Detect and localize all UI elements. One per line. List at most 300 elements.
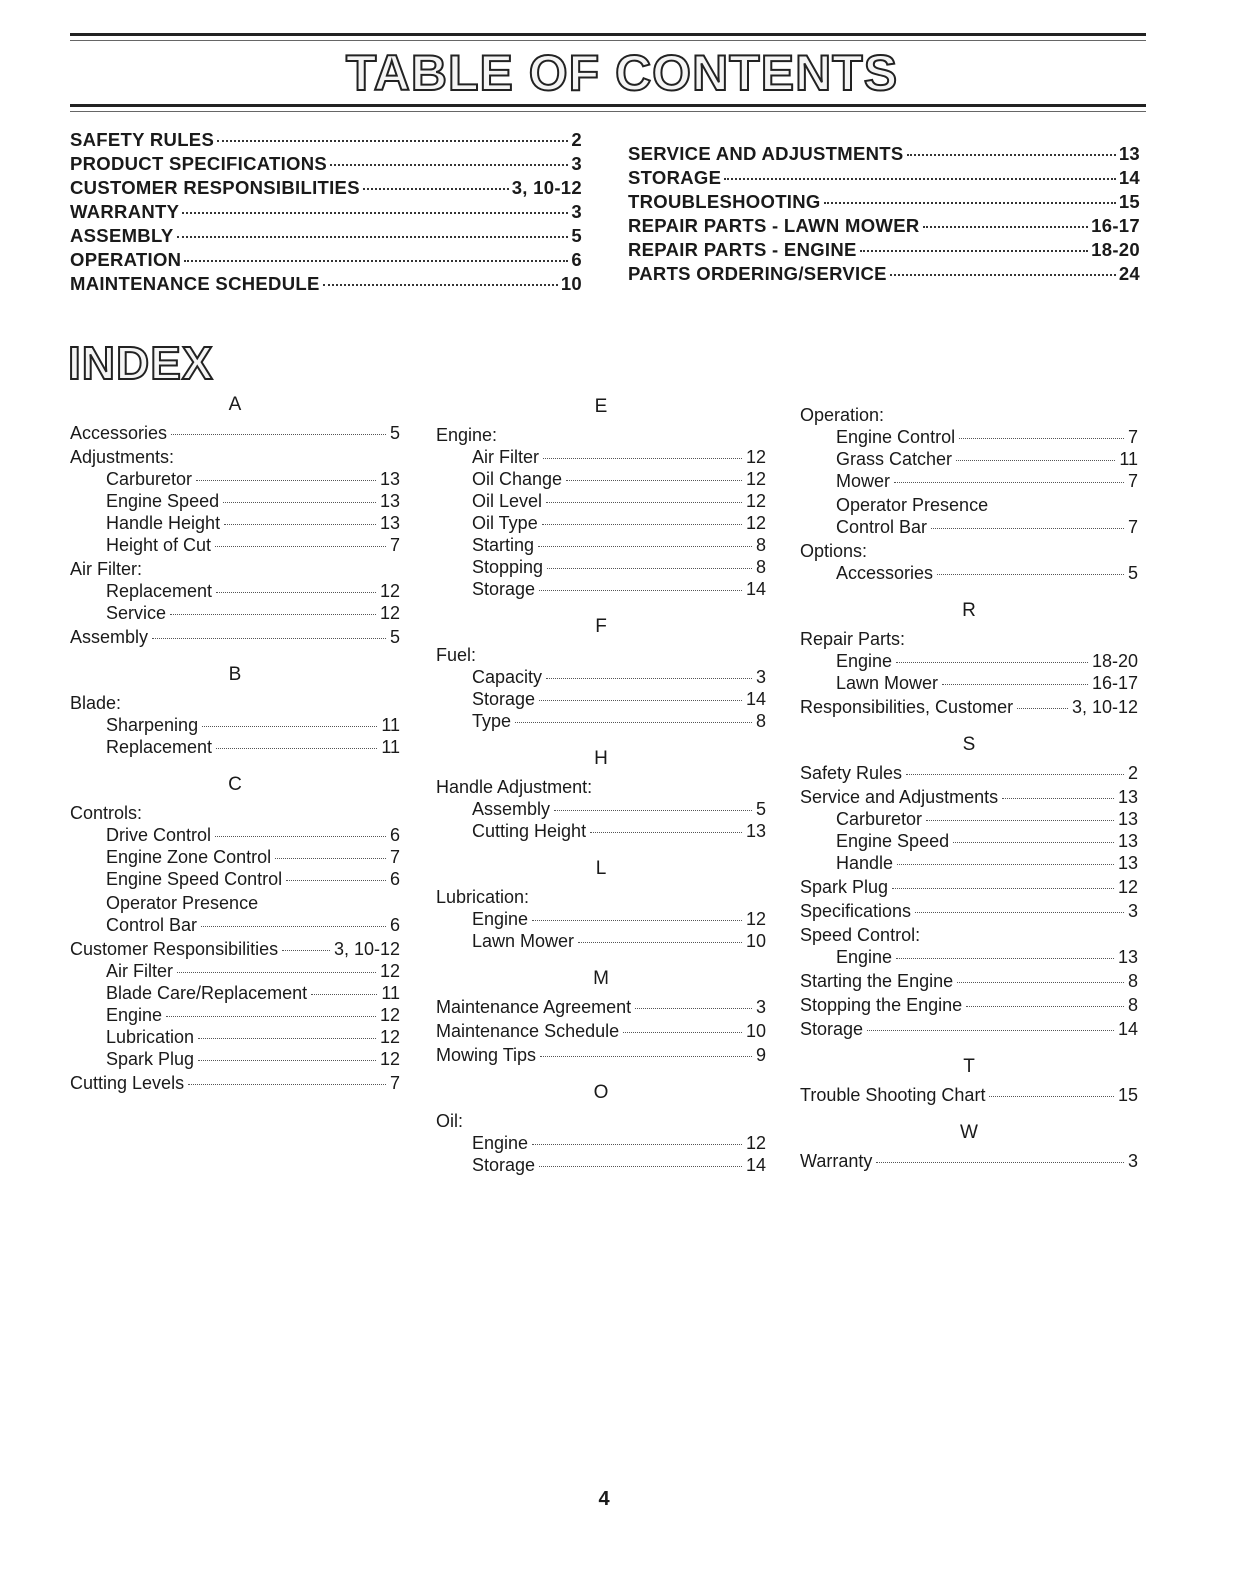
index-entry-label: Handle Height xyxy=(106,513,221,533)
index-entry-label: Engine Speed Control xyxy=(106,869,283,889)
index-entry-page: 7 xyxy=(1127,517,1138,537)
index-subentry xyxy=(436,798,766,820)
index-subentry xyxy=(436,446,766,468)
index-subentry xyxy=(70,534,400,556)
index-entry-label: Blade Care/Replacement xyxy=(106,983,308,1003)
dot-leader xyxy=(216,748,377,749)
index-letter: O xyxy=(593,1082,609,1103)
index-entry-page: 3 xyxy=(755,667,766,687)
index-entry-label: Customer Responsibilities xyxy=(70,939,279,959)
index-subentry xyxy=(436,710,766,732)
index-entry-page: 14 xyxy=(745,579,766,599)
index-subentry xyxy=(70,736,400,758)
dot-leader xyxy=(171,434,386,435)
index-subentry: Operator Presence xyxy=(106,893,259,913)
index-entry-page: 12 xyxy=(745,447,766,467)
index-entry-label: Oil Type xyxy=(472,513,538,533)
index-entry-label: Stopping xyxy=(472,557,544,577)
index-entry xyxy=(800,876,1138,898)
index-entry-page: 3 xyxy=(1127,901,1138,921)
index-entry-label: Storage xyxy=(472,579,536,599)
dot-leader xyxy=(215,836,386,837)
index-entry-label: Control Bar xyxy=(106,915,198,935)
index-entry-page: 13 xyxy=(379,491,400,511)
dot-leader xyxy=(966,1006,1124,1007)
index-entry xyxy=(800,994,1138,1016)
header-rule-top-thin xyxy=(70,40,1146,41)
index-letter: M xyxy=(593,968,609,989)
index-entry-label: Storage xyxy=(472,689,536,709)
index-entry-label: Stopping the Engine xyxy=(800,995,963,1015)
index-entry-label: Carburetor xyxy=(836,809,923,829)
index-subentry xyxy=(436,820,766,842)
dot-leader xyxy=(1002,798,1114,799)
index-heading: Lubrication: xyxy=(436,887,530,907)
index-entry-page: 12 xyxy=(379,1049,400,1069)
index-heading: Handle Adjustment: xyxy=(436,777,593,797)
toc-entry-page: 15 xyxy=(1118,191,1140,212)
index-subentry xyxy=(436,556,766,578)
toc-entry-page: 3 xyxy=(571,201,582,222)
index-entry-label: Spark Plug xyxy=(800,877,889,897)
index-heading: Engine: xyxy=(436,425,498,445)
index-entry-label: Engine Speed xyxy=(106,491,220,511)
index-entry xyxy=(70,422,400,444)
index-subentry xyxy=(800,426,1138,448)
dot-leader xyxy=(897,864,1114,865)
index-heading: Controls: xyxy=(70,803,143,823)
header-rule-bottom-thin xyxy=(70,111,1146,112)
index-entry-label: Maintenance Agreement xyxy=(436,997,632,1017)
dot-leader xyxy=(896,662,1088,663)
index-subentry xyxy=(70,1004,400,1026)
dot-leader xyxy=(892,888,1114,889)
index-subentry xyxy=(800,650,1138,672)
index-entry-label: Lawn Mower xyxy=(836,673,939,693)
index-letter: T xyxy=(963,1056,975,1077)
dot-leader xyxy=(635,1008,752,1009)
dot-leader xyxy=(554,810,752,811)
index-subentry xyxy=(800,946,1138,968)
index-subentry xyxy=(70,846,400,868)
index-entry-label: Engine xyxy=(472,909,529,929)
index-entry-label: Trouble Shooting Chart xyxy=(800,1085,986,1105)
toc-entry xyxy=(628,262,1140,286)
index-entry-page: 8 xyxy=(755,711,766,731)
index-entry xyxy=(800,970,1138,992)
index-subentry xyxy=(436,908,766,930)
index-subentry xyxy=(70,960,400,982)
index-letter: S xyxy=(962,734,976,755)
dot-leader xyxy=(578,942,742,943)
index-entry xyxy=(800,696,1138,718)
index-entry-page: 7 xyxy=(389,847,400,867)
index-entry-label: Oil Level xyxy=(472,491,543,511)
dot-leader xyxy=(907,154,1116,156)
index-subentry xyxy=(436,534,766,556)
dot-leader xyxy=(724,178,1116,180)
dot-leader xyxy=(956,460,1115,461)
dot-leader xyxy=(566,480,742,481)
index-entry-label: Handle xyxy=(836,853,894,873)
index-entry-label: Type xyxy=(472,711,512,731)
toc-left-column xyxy=(70,128,582,296)
index-entry-label: Service and Adjustments xyxy=(800,787,999,807)
dot-leader xyxy=(931,528,1124,529)
toc-entry-label: REPAIR PARTS - LAWN MOWER xyxy=(628,215,920,236)
index-heading: Speed Control: xyxy=(800,925,921,945)
dot-leader xyxy=(540,1056,752,1057)
index-letter: H xyxy=(594,748,608,769)
index-entry-page: 8 xyxy=(755,557,766,577)
toc-entry-page: 16-17 xyxy=(1091,215,1140,236)
index-entry-label: Engine Control xyxy=(836,427,956,447)
toc-entry-page: 3, 10-12 xyxy=(511,177,582,198)
index-entry-label: Mower xyxy=(836,471,891,491)
toc-entry-page: 13 xyxy=(1118,143,1140,164)
toc-entry xyxy=(70,176,582,200)
index-entry-label: Specifications xyxy=(800,901,912,921)
index-entry-label: Control Bar xyxy=(836,517,928,537)
index-entry-page: 8 xyxy=(1127,995,1138,1015)
dot-leader xyxy=(890,274,1116,276)
index-letter: F xyxy=(595,616,607,637)
dot-leader xyxy=(860,250,1089,252)
index-entry-page: 12 xyxy=(379,1027,400,1047)
index-entry-page: 14 xyxy=(1117,1019,1138,1039)
index-entry-page: 15 xyxy=(1117,1085,1138,1105)
index-entry-page: 13 xyxy=(379,469,400,489)
dot-leader xyxy=(170,614,376,615)
index-entry xyxy=(800,900,1138,922)
index-subentry xyxy=(436,666,766,688)
header-rule-bottom xyxy=(70,104,1146,107)
dot-leader xyxy=(539,590,742,591)
index-entry-label: Engine Speed xyxy=(836,831,950,851)
index-heading: Repair Parts: xyxy=(800,629,906,649)
index-subentry xyxy=(70,914,400,936)
toc-entry-label: PRODUCT SPECIFICATIONS xyxy=(70,153,328,174)
index-entry-label: Spark Plug xyxy=(106,1049,195,1069)
toc-entry xyxy=(628,166,1140,190)
toc-entry-label: PARTS ORDERING/SERVICE xyxy=(628,263,887,284)
index-subentry xyxy=(436,490,766,512)
dot-leader xyxy=(539,700,742,701)
index-entry-page: 8 xyxy=(1127,971,1138,991)
index-entry-page: 12 xyxy=(745,469,766,489)
toc-entry-label: ASSEMBLY xyxy=(70,225,174,246)
toc-entry-page: 14 xyxy=(1118,167,1140,188)
index-entry-page: 6 xyxy=(389,825,400,845)
toc-entry-page: 18-20 xyxy=(1091,239,1140,260)
index-entry-label: Safety Rules xyxy=(800,763,903,783)
dot-leader xyxy=(906,774,1124,775)
dot-leader xyxy=(542,524,742,525)
index-entry-page: 7 xyxy=(1127,471,1138,491)
index-entry-page: 12 xyxy=(379,603,400,623)
dot-leader xyxy=(177,972,376,973)
toc-entry-page: 2 xyxy=(571,129,582,150)
toc-entry-label: STORAGE xyxy=(628,167,722,188)
toc-entry xyxy=(70,152,582,176)
index-entry-page: 5 xyxy=(389,627,400,647)
dot-leader xyxy=(215,546,386,547)
index-entry-label: Engine xyxy=(106,1005,163,1025)
index-entry-page: 14 xyxy=(745,1155,766,1175)
index-entry-label: Engine xyxy=(836,651,893,671)
index-subentry xyxy=(70,714,400,736)
index-entry xyxy=(436,1044,766,1066)
index-subentry xyxy=(800,516,1138,538)
toc-entry xyxy=(628,214,1140,238)
toc-entry xyxy=(70,248,582,272)
dot-leader xyxy=(532,920,742,921)
toc-entry-label: WARRANTY xyxy=(70,201,180,222)
index-entry-page: 11 xyxy=(1119,449,1138,469)
dot-leader xyxy=(538,546,752,547)
index-heading: Fuel: xyxy=(436,645,477,665)
dot-leader xyxy=(543,458,742,459)
dot-leader xyxy=(867,1030,1114,1031)
toc-entry-label: TROUBLESHOOTING xyxy=(628,191,821,212)
index-entry-label: Starting xyxy=(472,535,535,555)
index-entry-page: 11 xyxy=(381,715,400,735)
dot-leader xyxy=(152,638,386,639)
toc-entry-label: SERVICE AND ADJUSTMENTS xyxy=(628,143,904,164)
index-entry-label: Sharpening xyxy=(106,715,199,735)
dot-leader xyxy=(223,502,376,503)
dot-leader xyxy=(1017,708,1068,709)
index-entry-label: Lawn Mower xyxy=(472,931,575,951)
index-subentry xyxy=(70,468,400,490)
toc-entry xyxy=(70,272,582,296)
dot-leader xyxy=(953,842,1114,843)
index-entry-page: 14 xyxy=(745,689,766,709)
index-entry-label: Accessories xyxy=(836,563,934,583)
index-entry-page: 11 xyxy=(381,983,400,1003)
index-subentry xyxy=(70,490,400,512)
index-entry-page: 7 xyxy=(389,1073,400,1093)
dot-leader xyxy=(876,1162,1124,1163)
dot-leader xyxy=(547,568,752,569)
index-entry-label: Maintenance Schedule xyxy=(436,1021,620,1041)
dot-leader xyxy=(286,880,386,881)
index-entry-page: 13 xyxy=(1117,947,1138,967)
toc-entry-label: MAINTENANCE SCHEDULE xyxy=(70,273,320,294)
index-subentry xyxy=(70,982,400,1004)
index-entry-page: 5 xyxy=(1127,563,1138,583)
index-entry-label: Capacity xyxy=(472,667,543,687)
index-entry-page: 12 xyxy=(745,1133,766,1153)
index-subentry xyxy=(436,512,766,534)
dot-leader xyxy=(923,226,1089,228)
index-subentry xyxy=(800,562,1138,584)
dot-leader xyxy=(196,480,376,481)
index-entry-page: 13 xyxy=(745,821,766,841)
dot-leader xyxy=(217,140,568,142)
index-entry-page: 3, 10-12 xyxy=(333,939,400,959)
index-entry-label: Lubrication xyxy=(106,1027,195,1047)
index-entry xyxy=(70,938,400,960)
dot-leader xyxy=(202,726,377,727)
index-entry xyxy=(800,1150,1138,1172)
index-entry-label: Height of Cut xyxy=(106,535,212,555)
index-entry-label: Cutting Height xyxy=(472,821,587,841)
toc-entry xyxy=(70,200,582,224)
index-letter: R xyxy=(962,600,976,621)
dot-leader xyxy=(546,678,752,679)
index-heading: Options: xyxy=(800,541,868,561)
index-entry-page: 18-20 xyxy=(1091,651,1138,671)
toc-entry-label: CUSTOMER RESPONSIBILITIES xyxy=(70,177,360,198)
index-subentry xyxy=(70,868,400,890)
index-subentry xyxy=(436,930,766,952)
index-entry-label: Responsibilities, Customer xyxy=(800,697,1014,717)
dot-leader xyxy=(177,236,569,238)
index-entry-label: Assembly xyxy=(70,627,149,647)
index-subentry xyxy=(800,448,1138,470)
index-entry-label: Mowing Tips xyxy=(436,1045,537,1065)
index-subentry xyxy=(70,512,400,534)
index-entry-label: Replacement xyxy=(106,581,213,601)
index-entry-page: 7 xyxy=(1127,427,1138,447)
index-heading: Oil: xyxy=(436,1111,463,1131)
index-heading: Operation: xyxy=(800,405,885,425)
index-subentry xyxy=(800,852,1138,874)
dot-leader xyxy=(330,164,568,166)
index-entry-page: 12 xyxy=(745,909,766,929)
toc-right-column xyxy=(628,142,1140,286)
toc-entry-label: REPAIR PARTS - ENGINE xyxy=(628,239,857,260)
index-entry-page: 13 xyxy=(1117,853,1138,873)
dot-leader xyxy=(896,958,1114,959)
index-entry-label: Cutting Levels xyxy=(70,1073,185,1093)
dot-leader xyxy=(959,438,1124,439)
index-subentry xyxy=(436,468,766,490)
index-heading: Blade: xyxy=(70,693,122,713)
toc-entry xyxy=(628,238,1140,262)
index-entry-page: 13 xyxy=(379,513,400,533)
index-entry-label: Replacement xyxy=(106,737,213,757)
dot-leader xyxy=(198,1060,376,1061)
dot-leader xyxy=(182,212,568,214)
index-entry-label: Service xyxy=(106,603,167,623)
index-subentry xyxy=(70,1048,400,1070)
index-subentry xyxy=(436,578,766,600)
index-entry-page: 5 xyxy=(755,799,766,819)
dot-leader xyxy=(824,202,1116,204)
index-entry-label: Oil Change xyxy=(472,469,563,489)
index-letter: A xyxy=(228,394,242,415)
index-entry-page: 3 xyxy=(1127,1151,1138,1171)
index-entry-page: 6 xyxy=(389,869,400,889)
index-entry-page: 10 xyxy=(745,1021,766,1041)
index-subentry xyxy=(70,824,400,846)
dot-leader xyxy=(363,188,509,190)
dot-leader xyxy=(224,524,376,525)
index-entry-label: Drive Control xyxy=(106,825,212,845)
dot-leader xyxy=(184,260,568,262)
dot-leader xyxy=(216,592,376,593)
index-subentry xyxy=(70,580,400,602)
index-column-3 xyxy=(800,402,1138,1172)
index-entry xyxy=(800,762,1138,784)
index-entry-label: Engine xyxy=(472,1133,529,1153)
index-entry-label: Storage xyxy=(800,1019,864,1039)
dot-leader xyxy=(311,994,377,995)
index-entry xyxy=(70,626,400,648)
dot-leader xyxy=(515,722,752,723)
index-subentry xyxy=(70,602,400,624)
index-entry-label: Storage xyxy=(472,1155,536,1175)
index-entry-page: 12 xyxy=(379,1005,400,1025)
index-entry-page: 11 xyxy=(381,737,400,757)
index-entry-page: 8 xyxy=(755,535,766,555)
index-subentry xyxy=(436,688,766,710)
index-entry-label: Carburetor xyxy=(106,469,193,489)
index-entry-label: Air Filter xyxy=(472,447,539,467)
index-entry-label: Engine xyxy=(836,947,893,967)
index-entry-page: 3, 10-12 xyxy=(1071,697,1138,717)
index-entry xyxy=(436,1020,766,1042)
index-heading: Adjustments: xyxy=(70,447,175,467)
toc-entry-page: 10 xyxy=(560,273,582,294)
index-entry-page: 7 xyxy=(389,535,400,555)
index-column-1 xyxy=(70,390,400,1094)
header-rule-top xyxy=(70,33,1146,36)
dot-leader xyxy=(915,912,1124,913)
index-entry-label: Warranty xyxy=(800,1151,873,1171)
dot-leader xyxy=(546,502,742,503)
index-entry xyxy=(800,1018,1138,1040)
index-subentry: Operator Presence xyxy=(836,495,989,515)
dot-leader xyxy=(323,284,558,286)
index-title: INDEX xyxy=(68,337,214,389)
index-entry xyxy=(800,786,1138,808)
index-subentry xyxy=(800,672,1138,694)
index-entry-page: 2 xyxy=(1127,763,1138,783)
dot-leader xyxy=(926,820,1114,821)
toc-entry xyxy=(628,190,1140,214)
toc-entry-page: 6 xyxy=(571,249,582,270)
dot-leader xyxy=(957,982,1124,983)
index-letter: L xyxy=(595,858,607,879)
index-entry xyxy=(70,1072,400,1094)
dot-leader xyxy=(198,1038,376,1039)
index-entry-label: Air Filter xyxy=(106,961,173,981)
index-letter: W xyxy=(960,1122,978,1143)
index-entry-page: 6 xyxy=(389,915,400,935)
index-entry-page: 9 xyxy=(755,1045,766,1065)
dot-leader xyxy=(282,950,330,951)
index-entry-page: 16-17 xyxy=(1091,673,1138,693)
index-entry-page: 3 xyxy=(755,997,766,1017)
toc-entry-page: 24 xyxy=(1118,263,1140,284)
index-entry-page: 13 xyxy=(1117,831,1138,851)
dot-leader xyxy=(937,574,1124,575)
index-letter: E xyxy=(594,396,608,417)
toc-title: TABLE OF CONTENTS xyxy=(345,45,899,101)
index-subentry xyxy=(800,830,1138,852)
toc-entry xyxy=(70,128,582,152)
index-entry-page: 12 xyxy=(745,513,766,533)
index-heading: Air Filter: xyxy=(70,559,142,579)
toc-entry-page: 5 xyxy=(571,225,582,246)
dot-leader xyxy=(539,1166,742,1167)
index-entry-page: 13 xyxy=(1117,809,1138,829)
index-entry-label: Grass Catcher xyxy=(836,449,953,469)
toc-entry xyxy=(628,142,1140,166)
